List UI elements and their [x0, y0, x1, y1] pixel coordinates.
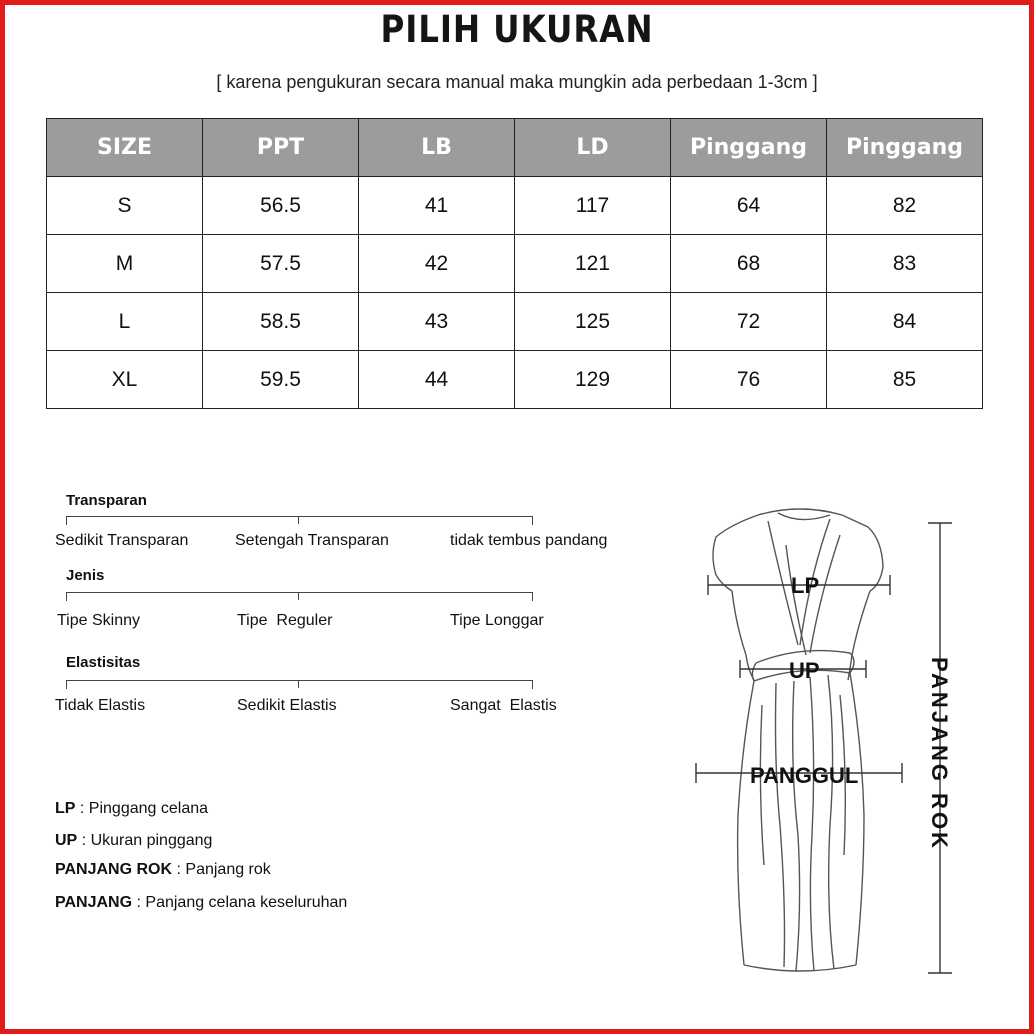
table-row	[47, 235, 983, 293]
header-size: SIZE	[47, 119, 203, 177]
length-label: PANJANG ROK	[927, 657, 952, 851]
measurement-note: [ karena pengukuran secara manual maka mungkin ada perbedaan 1-3cm ]	[216, 72, 818, 92]
scale-tick	[298, 516, 299, 524]
table-cell: 125	[515, 293, 671, 351]
table-cell: XL	[47, 351, 203, 409]
scale-option-transparan-high: tidak tembus pandang	[450, 532, 608, 549]
table-cell: 76	[671, 351, 827, 409]
dress-measurement-diagram	[690, 505, 980, 985]
table-cell: 85	[827, 351, 983, 409]
legend-text: Ukuran pinggang	[90, 832, 213, 849]
scale-tick	[298, 592, 299, 600]
table-cell: S	[47, 177, 203, 235]
legend-item-panjang	[55, 894, 347, 912]
table-cell: 82	[827, 177, 983, 235]
scale-option-elastis-high: Sangat Elastis	[450, 697, 557, 714]
scale-title-jenis: Jenis	[66, 567, 105, 584]
table-cell: 44	[359, 351, 515, 409]
scale-option-transparan-low: Sedikit Transparan	[55, 532, 189, 549]
table-cell: 42	[359, 235, 515, 293]
table-row	[47, 177, 983, 235]
up-label: UP	[789, 658, 820, 683]
legend-item-up	[55, 832, 212, 850]
table-row	[47, 351, 983, 409]
legend-text: Pinggang celana	[88, 800, 209, 817]
table-cell: 83	[827, 235, 983, 293]
table-cell: 43	[359, 293, 515, 351]
scale-line-elastisitas	[66, 680, 533, 689]
table-cell: 57.5	[203, 235, 359, 293]
legend-text: Panjang celana keseluruhan	[145, 894, 348, 911]
scale-title-transparan: Transparan	[66, 492, 147, 509]
header-ld: LD	[515, 119, 671, 177]
table-cell: 121	[515, 235, 671, 293]
legend-item-panjang-rok	[55, 861, 271, 879]
table-cell: 59.5	[203, 351, 359, 409]
scale-option-transparan-mid: Setengah Transparan	[235, 532, 389, 549]
scale-option-elastis-mid: Sedikit Elastis	[237, 697, 337, 714]
scale-option-jenis-skinny: Tipe Skinny	[57, 612, 140, 629]
table-cell: 56.5	[203, 177, 359, 235]
header-pinggang-2: Pinggang	[827, 119, 983, 177]
scale-tick	[298, 680, 299, 688]
scale-line-transparan	[66, 516, 533, 525]
header-ppt: PPT	[203, 119, 359, 177]
table-cell: 84	[827, 293, 983, 351]
scale-option-jenis-reguler: Tipe Reguler	[237, 612, 333, 629]
header-lb: LB	[359, 119, 515, 177]
legend-separator: :	[132, 894, 146, 911]
scale-title-elastisitas: Elastisitas	[66, 654, 141, 671]
scale-line-jenis	[66, 592, 533, 601]
size-table	[46, 118, 983, 409]
lp-label: LP	[791, 573, 820, 598]
table-cell: 64	[671, 177, 827, 235]
legend-item-lp	[55, 800, 208, 818]
legend-separator: :	[77, 832, 91, 849]
hip-label: PANGGUL	[750, 763, 859, 788]
table-row	[47, 293, 983, 351]
legend-separator: :	[75, 800, 89, 817]
legend-key: PANJANG	[55, 894, 133, 911]
legend-key: PANJANG ROK	[55, 861, 173, 878]
table-cell: 117	[515, 177, 671, 235]
table-cell: 72	[671, 293, 827, 351]
table-cell: 129	[515, 351, 671, 409]
table-cell: 68	[671, 235, 827, 293]
table-cell: M	[47, 235, 203, 293]
scale-option-elastis-low: Tidak Elastis	[55, 697, 146, 714]
table-cell: L	[47, 293, 203, 351]
page-title: PILIH UKURAN	[380, 8, 654, 51]
size-table-header-row	[47, 119, 983, 177]
header-pinggang-1: Pinggang	[671, 119, 827, 177]
table-cell: 41	[359, 177, 515, 235]
table-cell: 58.5	[203, 293, 359, 351]
legend-key: UP	[55, 832, 78, 849]
legend-key: LP	[55, 800, 76, 817]
scale-option-jenis-longgar: Tipe Longgar	[450, 612, 544, 629]
legend-separator: :	[172, 861, 186, 878]
legend-text: Panjang rok	[185, 861, 271, 878]
